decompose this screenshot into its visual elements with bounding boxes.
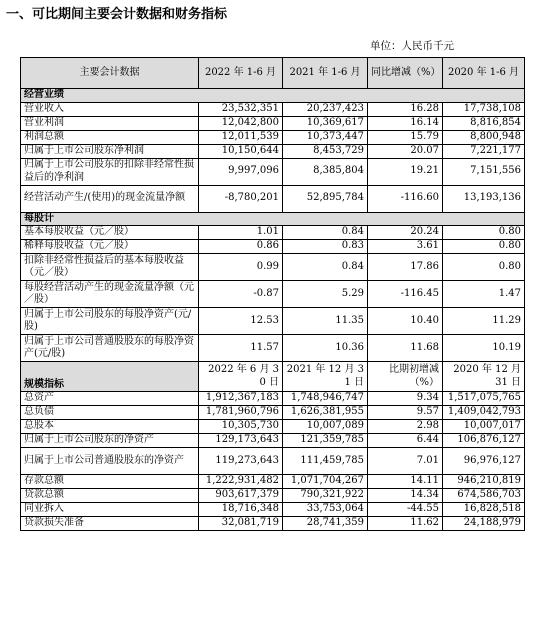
value-cell: -116.60	[368, 185, 443, 212]
value-cell: 1,912,367,183	[199, 392, 283, 406]
value-cell: 10,369,617	[283, 116, 368, 130]
value-cell: 18,716,348	[199, 503, 283, 517]
row-label: 归属于上市公司股东的扣除非经常性损益后的净利润	[21, 158, 199, 185]
section-subheader-row	[21, 362, 525, 392]
value-cell: 1,222,931,482	[199, 475, 283, 489]
value-cell: 129,173,643	[199, 434, 283, 448]
value-cell: 0.80	[443, 226, 525, 240]
value-cell: 0.84	[283, 226, 368, 240]
value-cell: 10.19	[443, 335, 525, 362]
section-title: 规模指标	[21, 362, 199, 392]
section-heading: 一、可比期间主要会计数据和财务指标	[6, 7, 228, 22]
value-cell: 903,617,379	[199, 489, 283, 503]
table-row	[21, 158, 525, 185]
row-label: 每股经营活动产生的现金流量净额（元／股）	[21, 281, 199, 308]
value-cell: 0.83	[283, 240, 368, 254]
value-cell: 106,876,127	[443, 434, 525, 448]
section-row	[21, 212, 525, 226]
row-label: 利润总额	[21, 130, 199, 144]
row-label: 总负债	[21, 406, 199, 420]
value-cell: 10,373,447	[283, 130, 368, 144]
value-cell: 10.36	[283, 335, 368, 362]
value-cell: 2.98	[368, 420, 443, 434]
value-cell: -8,780,201	[199, 185, 283, 212]
header-cell: 同比增减（%）	[368, 58, 443, 89]
value-cell: 16.14	[368, 116, 443, 130]
table-row	[21, 185, 525, 212]
value-cell: 16,828,518	[443, 503, 525, 517]
value-cell: 0.99	[199, 254, 283, 281]
value-cell: 1.01	[199, 226, 283, 240]
value-cell: 52,895,784	[283, 185, 368, 212]
row-label: 基本每股收益（元／股）	[21, 226, 199, 240]
value-cell: 7.01	[368, 448, 443, 475]
row-label: 营业利润	[21, 116, 199, 130]
value-cell: 8,385,804	[283, 158, 368, 185]
value-cell: 0.86	[199, 240, 283, 254]
table-row	[21, 434, 525, 448]
value-cell: 23,532,351	[199, 102, 283, 116]
table-row	[21, 475, 525, 489]
value-cell: 9.57	[368, 406, 443, 420]
value-cell: 10,150,644	[199, 144, 283, 158]
value-cell: -0.87	[199, 281, 283, 308]
row-label: 归属于上市公司股东的每股净资产(元/股)	[21, 308, 199, 335]
value-cell: 0.80	[443, 254, 525, 281]
table-row	[21, 517, 525, 531]
row-label: 存款总额	[21, 475, 199, 489]
unit-note: 单位：人民币千元	[370, 40, 454, 52]
value-cell: 1,517,075,765	[443, 392, 525, 406]
value-cell: 20,237,423	[283, 102, 368, 116]
value-cell: 17.86	[368, 254, 443, 281]
value-cell: 10,007,089	[283, 420, 368, 434]
table-row	[21, 392, 525, 406]
row-label: 营业收入	[21, 102, 199, 116]
value-cell: 32,081,719	[199, 517, 283, 531]
value-cell: 5.29	[283, 281, 368, 308]
value-cell: 9,997,096	[199, 158, 283, 185]
table-row	[21, 308, 525, 335]
value-cell: 7,221,177	[443, 144, 525, 158]
value-cell: 11.68	[368, 335, 443, 362]
table-row	[21, 281, 525, 308]
value-cell: 13,193,136	[443, 185, 525, 212]
row-label: 总股本	[21, 420, 199, 434]
value-cell: 12.53	[199, 308, 283, 335]
value-cell: 14.34	[368, 489, 443, 503]
value-cell: 10.40	[368, 308, 443, 335]
row-label: 归属于上市公司普通股股东的每股净资产(元/股)	[21, 335, 199, 362]
value-cell: 10,007,017	[443, 420, 525, 434]
table-row	[21, 503, 525, 517]
row-label: 归属于上市公司股东的净资产	[21, 434, 199, 448]
value-cell: 6.44	[368, 434, 443, 448]
value-cell: 790,321,922	[283, 489, 368, 503]
row-label: 扣除非经常性损益后的基本每股收益（元／股）	[21, 254, 199, 281]
value-cell: 20.24	[368, 226, 443, 240]
table-row	[21, 240, 525, 254]
subheader-cell: 2022 年 6 月 30 日	[199, 362, 283, 392]
section-title: 经营业绩	[21, 89, 525, 103]
row-label: 贷款损失准备	[21, 517, 199, 531]
value-cell: 16.28	[368, 102, 443, 116]
value-cell: 11.62	[368, 517, 443, 531]
row-label: 同业拆入	[21, 503, 199, 517]
subheader-cell: 比期初增减（%）	[368, 362, 443, 392]
header-cell: 2021 年 1-6 月	[283, 58, 368, 89]
header-cell: 2022 年 1-6 月	[199, 58, 283, 89]
table-row	[21, 144, 525, 158]
section-title: 每股计	[21, 212, 525, 226]
table-row	[21, 406, 525, 420]
value-cell: 11.57	[199, 335, 283, 362]
value-cell: 28,741,359	[283, 517, 368, 531]
value-cell: 1,781,960,796	[199, 406, 283, 420]
value-cell: 19.21	[368, 158, 443, 185]
value-cell: 1,626,381,955	[283, 406, 368, 420]
row-label: 归属于上市公司股东净利润	[21, 144, 199, 158]
value-cell: 946,210,819	[443, 475, 525, 489]
subheader-cell: 2020 年 12 月 31 日	[443, 362, 525, 392]
table-row	[21, 226, 525, 240]
financial-data-table	[20, 57, 525, 531]
table-row	[21, 102, 525, 116]
table-row	[21, 254, 525, 281]
value-cell: 9.34	[368, 392, 443, 406]
value-cell: 0.84	[283, 254, 368, 281]
value-cell: 8,453,729	[283, 144, 368, 158]
value-cell: 10,305,730	[199, 420, 283, 434]
value-cell: -116.45	[368, 281, 443, 308]
value-cell: 11.35	[283, 308, 368, 335]
header-cell: 主要会计数据	[21, 58, 199, 89]
row-label: 经营活动产生/(使用)的现金流量净额	[21, 185, 199, 212]
value-cell: 1,748,946,747	[283, 392, 368, 406]
table-row	[21, 448, 525, 475]
subheader-cell: 2021 年 12 月 31 日	[283, 362, 368, 392]
value-cell: 7,151,556	[443, 158, 525, 185]
value-cell: 96,976,127	[443, 448, 525, 475]
table-row	[21, 335, 525, 362]
value-cell: 15.79	[368, 130, 443, 144]
table-row	[21, 489, 525, 503]
value-cell: 1,071,704,267	[283, 475, 368, 489]
value-cell: 11.29	[443, 308, 525, 335]
value-cell: 1,409,042,793	[443, 406, 525, 420]
value-cell: 17,738,108	[443, 102, 525, 116]
header-cell: 2020 年 1-6 月	[443, 58, 525, 89]
value-cell: 111,459,785	[283, 448, 368, 475]
value-cell: 119,273,643	[199, 448, 283, 475]
value-cell: 1.47	[443, 281, 525, 308]
value-cell: 8,816,854	[443, 116, 525, 130]
value-cell: 12,042,800	[199, 116, 283, 130]
value-cell: 121,359,785	[283, 434, 368, 448]
value-cell: 674,586,703	[443, 489, 525, 503]
value-cell: 0.80	[443, 240, 525, 254]
table-row	[21, 116, 525, 130]
row-label: 归属于上市公司普通股股东的净资产	[21, 448, 199, 475]
value-cell: 24,188,979	[443, 517, 525, 531]
section-row	[21, 89, 525, 103]
value-cell: 12,011,539	[199, 130, 283, 144]
value-cell: 8,800,948	[443, 130, 525, 144]
value-cell: 33,753,064	[283, 503, 368, 517]
table-row	[21, 420, 525, 434]
row-label: 贷款总额	[21, 489, 199, 503]
value-cell: -44.55	[368, 503, 443, 517]
value-cell: 20.07	[368, 144, 443, 158]
table-row	[21, 130, 525, 144]
table-header-row	[21, 58, 525, 89]
row-label: 总资产	[21, 392, 199, 406]
row-label: 稀释每股收益（元／股）	[21, 240, 199, 254]
value-cell: 3.61	[368, 240, 443, 254]
value-cell: 14.11	[368, 475, 443, 489]
